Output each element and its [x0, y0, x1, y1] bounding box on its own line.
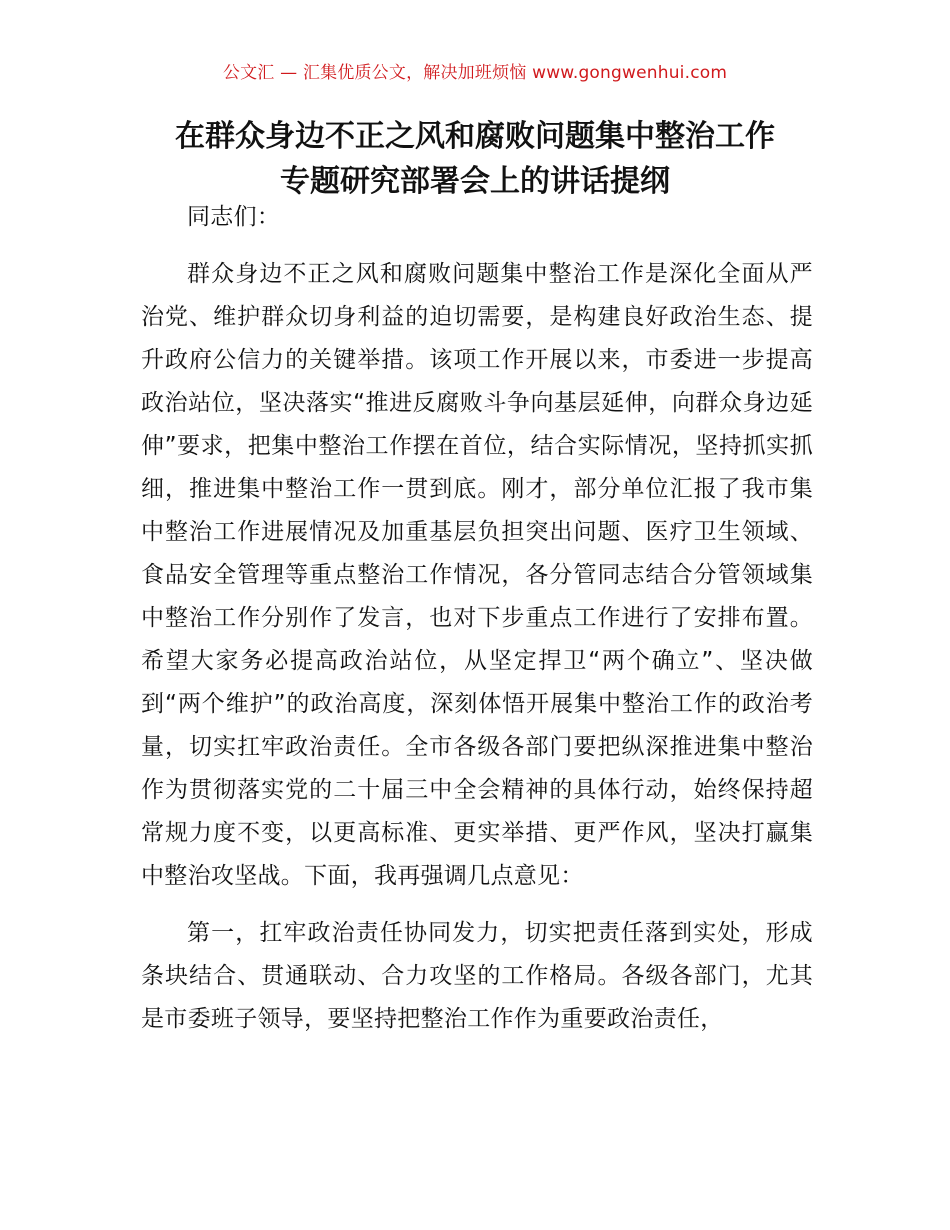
- body-paragraph-2: 第一，扛牢政治责任协同发力，切实把责任落到实处，形成条块结合、贯通联动、合力攻坚的工作格局。各级各部门，尤其是市委班子领导，要坚持把整治工作作为重要政治责任，: [141, 920, 813, 1032]
- document-title: [60, 114, 890, 204]
- document-body: [141, 196, 813, 1055]
- header-banner: 公文汇 — 汇集优质公文，解决加班烦恼 www.gongwenhui.com: [222, 63, 728, 83]
- title-line-1: 在群众身边不正之风和腐败问题集中整治工作: [175, 119, 775, 154]
- body-paragraph-1: 群众身边不正之风和腐败问题集中整治工作是深化全面从严治党、维护群众切身利益的迫切需要，是构建良好政治生态、提升政府公信力的关键举措。该项工作开展以来，市委进一步提高政治站位，坚决落实“推进反腐败斗争向基层延伸，向群众身边延伸”要求，把集中整治工作摆在首位，结合实际情况，坚持抓实抓细，推进集中整治工作一贯到底。刚才，部分单位汇报了我市集中整治工作进展情况及加重基层负担突出问题、医疗卫生领域、食品安全管理等重点整治工作情况，各分管同志结合分管领域集中整治工作分别作了发言，也对下步重点工作进行了安排布置。希望大家务必提高政治站位，从坚定捍卫“两个确立”、坚决做到“两个维护”的政治高度，深刻体悟开展集中整治工作的政治考量，切实扛牢政治责任。全市各级各部门要把纵深推进集中整治作为贯彻落实党的二十届三中全会精神的具体行动，始终保持超常规力度不变，以更高标准、更实举措、更严作风，坚决打赢集中整治攻坚战。下面，我再强调几点意见：: [141, 261, 813, 889]
- salutation: 同志们：: [187, 204, 281, 230]
- title-line-2: 专题研究部署会上的讲话提纲: [280, 164, 670, 199]
